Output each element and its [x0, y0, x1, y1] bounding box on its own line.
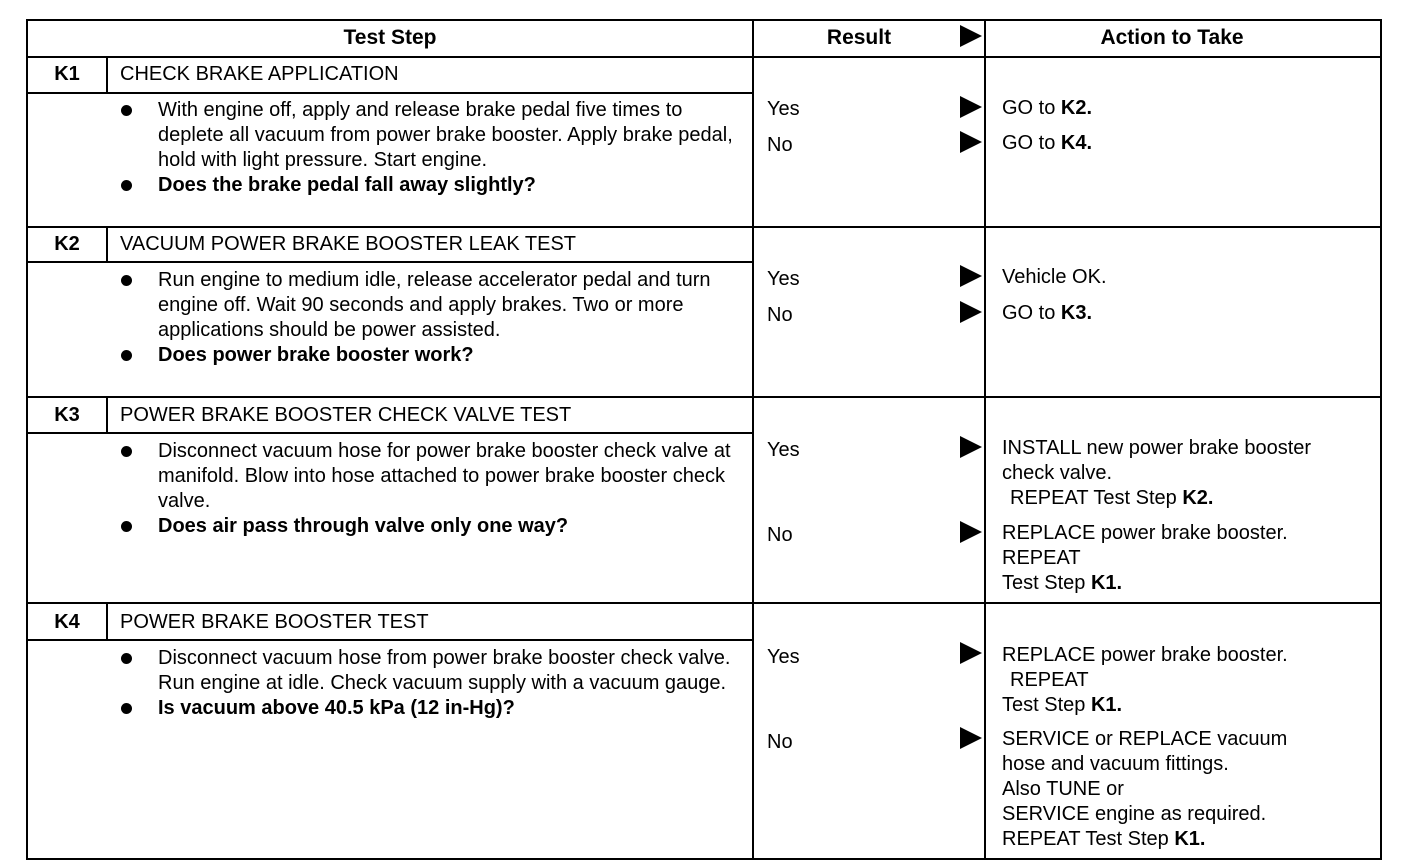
step-id: K1: [54, 63, 80, 85]
section-divider-k4: [26, 602, 1382, 604]
action-line: GO to K2.: [1002, 97, 1093, 119]
step-id: K2: [54, 233, 80, 255]
id-divider-k2: [106, 226, 108, 263]
action-line: REPLACE power brake booster.: [1002, 644, 1288, 666]
action-line: SERVICE or REPLACE vacuum: [1002, 728, 1288, 750]
section-divider-k3: [26, 396, 1382, 398]
id-divider-k4: [106, 602, 108, 641]
bullet-icon: [121, 653, 132, 664]
bullet-icon: [121, 180, 132, 191]
step-question: Does power brake booster work?: [118, 343, 748, 368]
action-yes: [1002, 265, 1382, 290]
result-yes: Yes: [767, 268, 800, 290]
instruction-item: Disconnect vacuum hose for power brake booster check valve at manifold. Blow into hose attached to power brake booster check valve.: [118, 439, 748, 514]
result-no: No: [767, 304, 793, 326]
result-no: No: [767, 524, 793, 546]
id-divider-k3: [106, 396, 108, 434]
table-bottom-border: [26, 858, 1382, 860]
title-divider-k4: [26, 639, 754, 641]
header-action: Action to Take: [1100, 26, 1244, 49]
result-yes: Yes: [767, 646, 800, 668]
header-test-step: Test Step: [343, 26, 437, 49]
step-title: VACUUM POWER BRAKE BOOSTER LEAK TEST: [120, 233, 577, 255]
step-question: Is vacuum above 40.5 kPa (12 in-Hg)?: [118, 696, 748, 721]
result-no: No: [767, 134, 793, 156]
step-instructions: [118, 646, 748, 721]
result-arrow-icon: [960, 642, 982, 664]
action-line: REPLACE power brake booster.: [1002, 522, 1288, 544]
step-question: Does air pass through valve only one way?: [118, 514, 748, 539]
title-divider-k1: [26, 92, 754, 94]
bullet-icon: [121, 703, 132, 714]
step-question: Does the brake pedal fall away slightly?: [118, 173, 748, 198]
result-arrow-icon: [960, 265, 982, 287]
result-arrow-icon: [960, 521, 982, 543]
header-arrow-icon: [960, 25, 982, 47]
action-line: REPEAT Test Step K2.: [1010, 487, 1214, 509]
instruction-item: Run engine to medium idle, release accelerator pedal and turn engine off. Wait 90 seconds and apply brakes. Two or more applications should be power assisted.: [118, 268, 748, 343]
action-line: REPEAT: [1002, 547, 1081, 569]
step-instructions: [118, 98, 748, 198]
action-line: Also TUNE or: [1002, 778, 1124, 800]
result-arrow-icon: [960, 96, 982, 118]
id-divider-k1: [106, 56, 108, 93]
table-top-border: [26, 19, 1382, 21]
bullet-icon: [121, 446, 132, 457]
bullet-icon: [121, 350, 132, 361]
bullet-icon: [121, 275, 132, 286]
action-line: REPEAT: [1010, 669, 1089, 691]
action-line: GO to K4.: [1002, 132, 1093, 154]
bullet-icon: [121, 521, 132, 532]
action-line: hose and vacuum fittings.: [1002, 753, 1229, 775]
test-step-column-divider: [752, 19, 754, 860]
title-divider-k2: [26, 261, 754, 263]
step-instructions: [118, 268, 748, 368]
action-column-divider: [984, 19, 986, 860]
action-line: check valve.: [1002, 462, 1113, 484]
step-id: K4: [54, 611, 80, 633]
action-line: Test Step K1.: [1002, 572, 1123, 594]
table-left-border: [26, 19, 28, 860]
result-arrow-icon: [960, 301, 982, 323]
result-arrow-icon: [960, 131, 982, 153]
result-no: No: [767, 731, 793, 753]
step-title: CHECK BRAKE APPLICATION: [120, 63, 399, 85]
step-title: POWER BRAKE BOOSTER CHECK VALVE TEST: [120, 404, 572, 426]
action-yes: [1002, 643, 1382, 718]
result-arrow-icon: [960, 727, 982, 749]
action-yes: [1002, 96, 1382, 121]
action-no: [1002, 131, 1382, 156]
action-no: [1002, 301, 1382, 326]
instruction-item: Disconnect vacuum hose from power brake booster check valve. Run engine at idle. Check vacuum supply with a vacuum gauge.: [118, 646, 748, 696]
action-line: Test Step K1.: [1002, 694, 1123, 716]
step-instructions: [118, 439, 748, 539]
result-yes: Yes: [767, 439, 800, 461]
instruction-item: With engine off, apply and release brake pedal five times to deplete all vacuum from power brake booster. Apply brake pedal, hold with light pressure. Start engine.: [118, 98, 748, 173]
step-title: POWER BRAKE BOOSTER TEST: [120, 611, 429, 633]
result-yes: Yes: [767, 98, 800, 120]
action-no: [1002, 727, 1382, 852]
result-arrow-icon: [960, 436, 982, 458]
action-line: GO to K3.: [1002, 302, 1093, 324]
action-line: SERVICE engine as required.: [1002, 803, 1267, 825]
action-no: [1002, 521, 1382, 596]
step-id: K3: [54, 404, 80, 426]
action-yes: [1002, 436, 1382, 511]
title-divider-k3: [26, 432, 754, 434]
action-line: REPEAT Test Step K1.: [1002, 828, 1206, 850]
action-line: Vehicle OK.: [1002, 266, 1107, 288]
bullet-icon: [121, 105, 132, 116]
header-result: Result: [826, 26, 892, 49]
action-line: INSTALL new power brake booster: [1002, 437, 1312, 459]
